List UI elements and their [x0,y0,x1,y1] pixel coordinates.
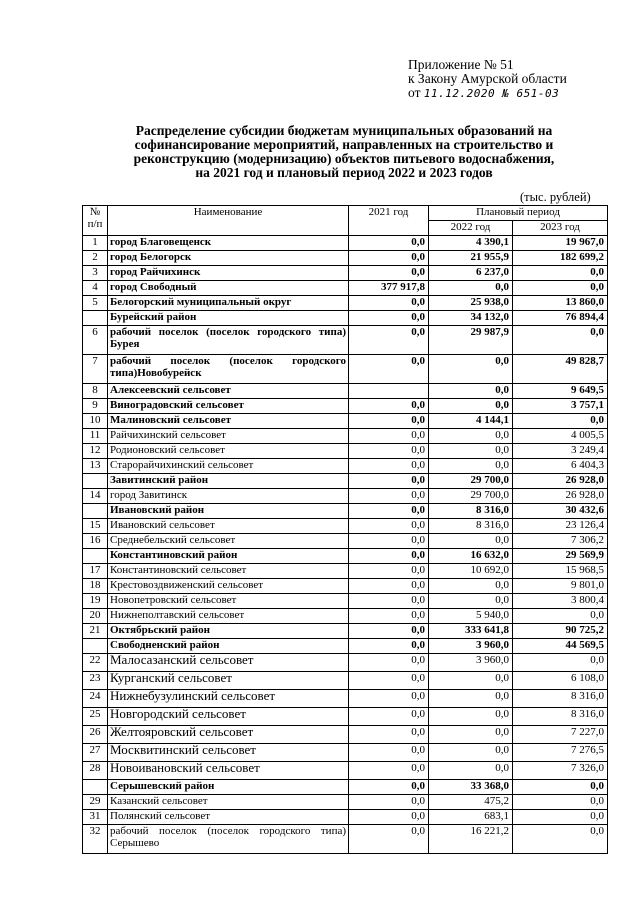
row-number: 8 [83,384,108,399]
row-value-2021: 0,0 [349,810,429,825]
row-value-2021: 0,0 [349,266,429,281]
row-name: Полянский сельсовет [108,810,349,825]
row-number: 10 [83,414,108,429]
row-value-2022: 21 955,9 [429,251,513,266]
header-planned-period: Плановый период [429,206,608,221]
row-name: Серышевский район [108,780,349,795]
row-value-2023: 23 126,4 [513,519,608,534]
table-row [83,579,608,594]
row-number: 13 [83,459,108,474]
handwritten-date-number: 11.12.2020 № 651-03 [423,87,560,100]
row-name: Желтояровский сельсовет [108,726,349,744]
row-value-2021: 0,0 [349,654,429,672]
table-row [83,384,608,399]
row-number: 17 [83,564,108,579]
row-number: 15 [83,519,108,534]
row-value-2022: 0,0 [429,726,513,744]
row-value-2022: 16 632,0 [429,549,513,564]
row-name: Курганский сельсовет [108,672,349,690]
row-value-2021: 0,0 [349,564,429,579]
row-number: 21 [83,624,108,639]
row-number: 12 [83,444,108,459]
row-value-2022: 0,0 [429,708,513,726]
row-value-2022: 0,0 [429,281,513,296]
table-row [83,726,608,744]
row-value-2022: 29 700,0 [429,474,513,489]
table-row [83,266,608,281]
row-name: рабочий поселок (поселок городского типа)Новобурейск [108,355,349,384]
row-value-2021: 0,0 [349,489,429,504]
row-name: Малиновский сельсовет [108,414,349,429]
row-value-2023: 13 860,0 [513,296,608,311]
row-value-2023: 26 928,0 [513,489,608,504]
row-value-2023: 3 800,4 [513,594,608,609]
row-number: 25 [83,708,108,726]
row-value-2022: 4 144,1 [429,414,513,429]
row-value-2021: 0,0 [349,549,429,564]
table-row [83,355,608,384]
row-value-2021 [349,384,429,399]
row-value-2021: 0,0 [349,579,429,594]
row-number: 28 [83,762,108,780]
row-value-2022: 475,2 [429,795,513,810]
row-value-2022: 0,0 [429,399,513,414]
row-name: рабочий поселок (поселок городского типа) Серышево [108,825,349,854]
row-number: 29 [83,795,108,810]
row-value-2021: 0,0 [349,355,429,384]
table-row [83,825,608,854]
row-name: Новгородский сельсовет [108,708,349,726]
row-number: 3 [83,266,108,281]
row-number: 27 [83,744,108,762]
row-value-2023: 9 801,0 [513,579,608,594]
table-row [83,459,608,474]
row-value-2023: 0,0 [513,780,608,795]
row-name: Нижнебузулинский сельсовет [108,690,349,708]
row-name: Завитинский район [108,474,349,489]
row-name: город Завитинск [108,489,349,504]
row-number: 18 [83,579,108,594]
row-name: Алексеевский сельсовет [108,384,349,399]
row-number [83,311,108,326]
table-row [83,762,608,780]
row-value-2023: 0,0 [513,266,608,281]
row-value-2023: 6 108,0 [513,672,608,690]
table-row [83,624,608,639]
row-value-2021: 0,0 [349,504,429,519]
row-number: 2 [83,251,108,266]
table-row [83,690,608,708]
row-value-2022: 8 316,0 [429,519,513,534]
appendix-line-3-prefix: от [408,85,424,100]
table-row [83,639,608,654]
document-title [100,124,588,180]
row-value-2021: 0,0 [349,609,429,624]
units-label: (тыс. рублей) [520,190,591,204]
row-value-2023: 76 894,4 [513,311,608,326]
row-value-2022: 29 700,0 [429,489,513,504]
table-row [83,326,608,355]
table-row [83,414,608,429]
row-value-2021: 0,0 [349,708,429,726]
row-number: 19 [83,594,108,609]
row-name: рабочий поселок (поселок городского типа) Бурея [108,326,349,355]
row-value-2023: 0,0 [513,326,608,355]
row-value-2023: 26 928,0 [513,474,608,489]
row-value-2022: 0,0 [429,579,513,594]
row-value-2021: 0,0 [349,474,429,489]
row-value-2022: 4 390,1 [429,236,513,251]
row-name: Среднебельский сельсовет [108,534,349,549]
row-value-2023: 19 967,0 [513,236,608,251]
row-number [83,639,108,654]
row-name: Родионовский сельсовет [108,444,349,459]
row-value-2023: 9 649,5 [513,384,608,399]
row-value-2021: 0,0 [349,251,429,266]
row-value-2022: 0,0 [429,444,513,459]
row-name: Константиновский район [108,549,349,564]
row-value-2022: 16 221,2 [429,825,513,854]
row-value-2023: 7 306,2 [513,534,608,549]
row-value-2021: 0,0 [349,326,429,355]
row-value-2023: 30 432,6 [513,504,608,519]
row-value-2023: 0,0 [513,810,608,825]
row-number: 16 [83,534,108,549]
row-value-2023: 7 326,0 [513,762,608,780]
row-value-2023: 3 249,4 [513,444,608,459]
row-number: 4 [83,281,108,296]
row-name: город Свободный [108,281,349,296]
row-name: Москвитинский сельсовет [108,744,349,762]
appendix-line-1: Приложение № 51 [408,57,514,72]
row-value-2023: 0,0 [513,414,608,429]
table-row [83,489,608,504]
row-value-2021: 0,0 [349,795,429,810]
row-value-2022: 33 368,0 [429,780,513,795]
row-value-2023: 0,0 [513,654,608,672]
row-value-2023: 7 276,5 [513,744,608,762]
row-value-2022: 0,0 [429,762,513,780]
row-number: 23 [83,672,108,690]
row-number: 5 [83,296,108,311]
table-row [83,780,608,795]
table-row [83,504,608,519]
row-name: Ивановский район [108,504,349,519]
row-number: 24 [83,690,108,708]
row-value-2021: 0,0 [349,624,429,639]
row-value-2023: 29 569,9 [513,549,608,564]
row-value-2021: 0,0 [349,414,429,429]
title-line-4: на 2021 год и плановый период 2022 и 2023 годов [195,165,493,180]
header-name: Наименование [108,206,349,236]
row-value-2021: 0,0 [349,311,429,326]
row-number: 20 [83,609,108,624]
row-value-2022: 0,0 [429,429,513,444]
row-name: Свободненский район [108,639,349,654]
row-value-2023: 6 404,3 [513,459,608,474]
row-value-2022: 34 132,0 [429,311,513,326]
table-row [83,236,608,251]
row-value-2021: 0,0 [349,780,429,795]
row-value-2021: 0,0 [349,534,429,549]
table-row [83,519,608,534]
row-value-2023: 0,0 [513,825,608,854]
table-row [83,609,608,624]
row-name: Малосазанский сельсовет [108,654,349,672]
row-name: Крестовоздвиженский сельсовет [108,579,349,594]
row-value-2022: 10 692,0 [429,564,513,579]
row-value-2021: 0,0 [349,690,429,708]
table-row [83,296,608,311]
row-name: Октябрьский район [108,624,349,639]
subsidy-table [82,205,608,854]
row-value-2023: 3 757,1 [513,399,608,414]
table-body [83,236,608,854]
title-line-2: софинансирование мероприятий, направленных на строительство и [134,137,554,152]
row-value-2023: 15 968,5 [513,564,608,579]
row-number: 14 [83,489,108,504]
row-name: Белогорский муниципальный округ [108,296,349,311]
row-value-2022: 0,0 [429,534,513,549]
table-row [83,795,608,810]
table-row [83,594,608,609]
row-number: 32 [83,825,108,854]
row-number: 6 [83,326,108,355]
row-number: 1 [83,236,108,251]
header-2021: 2021 год [349,206,429,236]
row-value-2023: 182 699,2 [513,251,608,266]
row-value-2021: 0,0 [349,825,429,854]
row-number [83,549,108,564]
row-number: 26 [83,726,108,744]
row-value-2022: 0,0 [429,744,513,762]
row-value-2022: 0,0 [429,690,513,708]
row-value-2023: 0,0 [513,609,608,624]
row-value-2022: 0,0 [429,594,513,609]
table-row [83,708,608,726]
row-name: Бурейский район [108,311,349,326]
row-name: Новоивановский сельсовет [108,762,349,780]
row-value-2021: 0,0 [349,399,429,414]
table-row [83,810,608,825]
row-value-2023: 4 005,5 [513,429,608,444]
table-row [83,399,608,414]
row-name: Старорайчихинский сельсовет [108,459,349,474]
row-value-2022: 683,1 [429,810,513,825]
row-value-2021: 0,0 [349,459,429,474]
row-number: 22 [83,654,108,672]
row-value-2021: 0,0 [349,762,429,780]
title-line-3: реконструкцию (модернизацию) объектов питьевого водоснабжения, [133,151,555,166]
appendix-block [408,58,567,101]
table-row [83,534,608,549]
row-number: 31 [83,810,108,825]
row-number [83,780,108,795]
row-number [83,474,108,489]
row-value-2021: 377 917,8 [349,281,429,296]
row-value-2021: 0,0 [349,296,429,311]
row-name: Виноградовский сельсовет [108,399,349,414]
row-value-2023: 90 725,2 [513,624,608,639]
table-row [83,654,608,672]
row-name: Райчихинский сельсовет [108,429,349,444]
table-row [83,672,608,690]
appendix-line-3 [408,86,567,101]
row-name: город Райчихинск [108,266,349,281]
row-name: Ивановский сельсовет [108,519,349,534]
row-name: город Благовещенск [108,236,349,251]
table-row [83,281,608,296]
row-value-2023: 0,0 [513,281,608,296]
row-value-2023: 8 316,0 [513,690,608,708]
row-value-2021: 0,0 [349,639,429,654]
table-row [83,251,608,266]
table-row [83,474,608,489]
row-value-2023: 8 316,0 [513,708,608,726]
row-value-2023: 49 828,7 [513,355,608,384]
table-row [83,429,608,444]
row-number [83,504,108,519]
row-value-2022: 0,0 [429,459,513,474]
header-2022: 2022 год [429,221,513,236]
row-value-2022: 0,0 [429,355,513,384]
row-value-2022: 3 960,0 [429,639,513,654]
row-name: Новопетровский сельсовет [108,594,349,609]
row-value-2021: 0,0 [349,429,429,444]
row-value-2022: 5 940,0 [429,609,513,624]
row-name: Константиновский сельсовет [108,564,349,579]
table-row [83,549,608,564]
row-number: 7 [83,355,108,384]
row-value-2021: 0,0 [349,594,429,609]
row-value-2021: 0,0 [349,236,429,251]
row-name: Казанский сельсовет [108,795,349,810]
appendix-line-2: к Закону Амурской области [408,71,567,86]
row-value-2023: 0,0 [513,795,608,810]
row-name: город Белогорск [108,251,349,266]
header-num: № п/п [83,206,108,236]
title-line-1: Распределение субсидии бюджетам муниципальных образований на [135,123,553,138]
row-value-2023: 7 227,0 [513,726,608,744]
row-value-2021: 0,0 [349,672,429,690]
table-row [83,564,608,579]
row-value-2022: 8 316,0 [429,504,513,519]
row-value-2022: 29 987,9 [429,326,513,355]
row-value-2022: 25 938,0 [429,296,513,311]
row-value-2021: 0,0 [349,744,429,762]
row-number: 11 [83,429,108,444]
row-name: Нижнеполтавский сельсовет [108,609,349,624]
row-value-2022: 0,0 [429,384,513,399]
row-value-2021: 0,0 [349,444,429,459]
row-value-2022: 333 641,8 [429,624,513,639]
row-value-2022: 3 960,0 [429,654,513,672]
row-value-2021: 0,0 [349,726,429,744]
table-row [83,744,608,762]
row-value-2021: 0,0 [349,519,429,534]
row-value-2023: 44 569,5 [513,639,608,654]
table-row [83,311,608,326]
header-2023: 2023 год [513,221,608,236]
row-number: 9 [83,399,108,414]
row-value-2022: 0,0 [429,672,513,690]
row-value-2022: 6 237,0 [429,266,513,281]
table-row [83,444,608,459]
